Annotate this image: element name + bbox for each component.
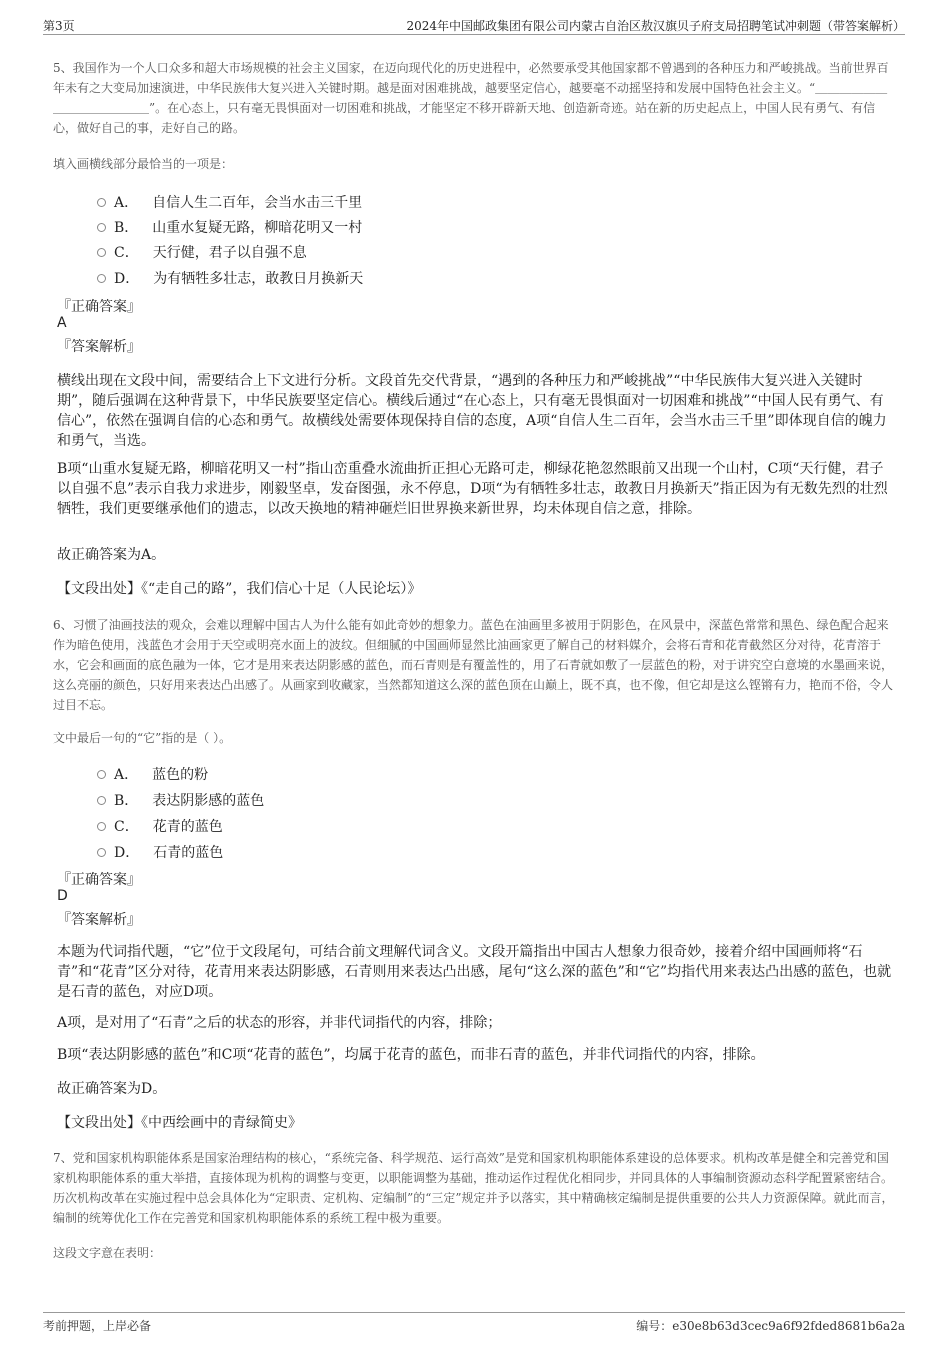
question-6-option-a[interactable] (97, 764, 208, 784)
option-label: A． (114, 767, 139, 783)
analysis-paragraph: 本题为代词指代题，“它”位于文段尾句，可结合前文理解代词含义。文段开篇指出中国古人想象力很奇妙，接着介绍中国画师将“石青”和“花青”区分对待，花青用来表达阴影感，石青则用来表达凸出感，尾句“这么深的蓝色”和“它”均指代用来表达凸出感的蓝色，也就是石青的蓝色，对应D项。 (57, 944, 892, 1000)
option-text: 石青的蓝色 (153, 845, 224, 861)
radio-button[interactable] (97, 274, 106, 283)
option-text: 天行健，君子以自强不息 (152, 245, 307, 261)
question-5-text: 5、我国作为一个人口众多和超大市场规模的社会主义国家，在迈向现代化的历史进程中，必然要承受其他国家都不曾遇到的各种压力和严峻挑战。当前世界百年未有之大变局加速演进，中华民族伟大复兴进入关键时期。越是面对困难挑战，越要坚定信心，越要毫不动摇坚持和发展中国特色社会主义。“＿＿＿＿＿＿＿＿＿＿＿＿＿＿”。在心态上，只有毫无畏惧面对一切困难和挑战，才能坚定不移开辟新天地、创造新奇迹。站在新的历史起点上，中国人民有勇气、有信心，做好自己的事，走好自己的路。 (53, 61, 889, 135)
question-7-text: 7、党和国家机构职能体系是国家治理结构的核心，“系统完备、科学规范、运行高效”是党和国家机构职能体系建设的总体要求。机构改革是健全和完善党和国家机构职能体系的重大举措，直接体现为机构的调整与变更，以职能调整为基础，推动运作过程优化相同步，并同具体的人事编制资源动态科学配置紧密结合。历次机构改革在实施过程中总会具体化为“定职责、定机构、定编制”的“三定”规定并予以落实，其中精确核定编制是提供重要的公共人力资源保障。就此而言，编制的统筹优化工作在完善党和国家机构职能体系的系统工程中极为重要。 (53, 1151, 894, 1225)
question-6-option-d[interactable] (97, 842, 223, 862)
page-number: 第3页 (43, 19, 75, 33)
radio-button[interactable] (97, 198, 106, 207)
analysis-paragraph: A项，是对用了“石青”之后的状态的形容，并非代词指代的内容，排除； (57, 1015, 502, 1031)
footer-slogan: 考前押题，上岸必备 (43, 1319, 152, 1333)
option-label: D． (114, 845, 140, 861)
question-5-prompt: 填入画横线部分最恰当的一项是： (53, 157, 234, 171)
analysis-paragraph: B项“山重水复疑无路，柳暗花明又一村”指山峦重叠水流曲折正担心无路可走，柳绿花艳忽然眼前又出现一个山村，C项“天行健，君子以自强不息”表示自我力求进步，刚毅坚卓，发奋图强，永不停息，D项“为有牺牲多壮志，敢教日月换新天”指正因为有无数先烈的壮烈牺牲，我们更要继承他们的遗志，以改天换地的精神砸烂旧世界换来新世界，均未体现自信之意，排除。 (57, 461, 888, 517)
question-5-option-c[interactable] (97, 242, 307, 262)
question-5-option-d[interactable] (97, 268, 363, 288)
question-7-prompt: 这段文字意在表明： (53, 1246, 162, 1260)
option-label: C． (114, 819, 139, 835)
document-code: 编号：e30e8b63d3cec9a6f92fded8681b6a2a (636, 1319, 905, 1333)
radio-button[interactable] (97, 822, 106, 831)
correct-answer-heading: 『正确答案』 (57, 872, 141, 888)
question-6-option-c[interactable] (97, 816, 223, 836)
option-text: 为有牺牲多壮志，敢教日月换新天 (153, 271, 364, 287)
option-label: C． (114, 245, 139, 261)
correct-answer-heading: 『正确答案』 (57, 299, 141, 315)
page-header (43, 14, 905, 35)
radio-button[interactable] (97, 848, 106, 857)
radio-button[interactable] (97, 223, 106, 232)
option-text: 花青的蓝色 (152, 819, 223, 835)
source-citation: 【文段出处】《中西绘画中的青绿简史》 (57, 1115, 302, 1131)
option-label: D． (114, 271, 140, 287)
option-text: 蓝色的粉 (152, 767, 209, 783)
radio-button[interactable] (97, 796, 106, 805)
option-text: 表达阴影感的蓝色 (152, 793, 265, 809)
analysis-heading: 『答案解析』 (57, 339, 141, 355)
analysis-conclusion: 故正确答案为A。 (57, 547, 166, 563)
question-6-prompt: 文中最后一句的“它”指的是（ ）。 (53, 731, 232, 745)
option-label: B． (114, 220, 139, 236)
question-6-text: 6、习惯了油画技法的观众，会难以理解中国古人为什么能有如此奇妙的想象力。蓝色在油画里多被用于阴影色，在风景中，深蓝色常常和黑色、绿色配合起来作为暗色使用，浅蓝色才会用于天空或明亮水面上的波纹。但细腻的中国画师显然比油画家更了解自己的材料媒介，会将石青和花青截然区分对待，花青溶于水，它会和画面的底色融为一体，它才是用来表达阴影感的蓝色，而石青则是有覆盖性的，用了石青就如敷了一层蓝色的粉，对于讲究空白意境的水墨画来说，这么亮丽的颜色，只好用来表达凸出感了。从画家到收藏家，当然都知道这么深的蓝色顶在山巅上，既不真，也不像，但它却是这么铿锵有力，艳而不俗，令人过目不忘。 (53, 618, 894, 712)
question-5-option-b[interactable] (97, 217, 362, 237)
option-text: 自信人生二百年，会当水击三千里 (152, 195, 363, 211)
document-title: 2024年中国邮政集团有限公司内蒙古自治区敖汉旗贝子府支局招聘笔试冲刺题（带答案解析） (406, 19, 905, 33)
radio-button[interactable] (97, 248, 106, 257)
question-6-option-b[interactable] (97, 790, 264, 810)
analysis-paragraph: B项“表达阴影感的蓝色”和C项“花青的蓝色”，均属于花青的蓝色，而非石青的蓝色，并非代词指代的内容，排除。 (57, 1047, 765, 1063)
analysis-heading: 『答案解析』 (57, 912, 141, 928)
analysis-paragraph: 横线出现在文段中间，需要结合上下文进行分析。文段首先交代背景，“遇到的各种压力和严峻挑战”“中华民族伟大复兴进入关键时期”，随后强调在这种背景下，中华民族要坚定信心。横线后通过“在心态上，只有毫无畏惧面对一切困难和挑战”“中国人民有勇气、有信心”，依然在强调自信的心态和勇气。故横线处需要体现保持自信的态度，A项“自信人生二百年，会当水击三千里”即体现自信的魄力和勇气，当选。 (57, 373, 887, 449)
page-footer (43, 1312, 905, 1337)
question-5-option-a[interactable] (97, 192, 362, 212)
source-citation: 【文段出处】《“走自己的路”，我们信心十足（人民论坛）》 (57, 581, 422, 597)
correct-answer: A (57, 315, 67, 331)
option-label: A． (114, 195, 139, 211)
analysis-conclusion: 故正确答案为D。 (57, 1081, 167, 1097)
option-text: 山重水复疑无路，柳暗花明又一村 (152, 220, 363, 236)
option-label: B． (114, 793, 139, 809)
correct-answer: D (57, 888, 68, 904)
radio-button[interactable] (97, 770, 106, 779)
